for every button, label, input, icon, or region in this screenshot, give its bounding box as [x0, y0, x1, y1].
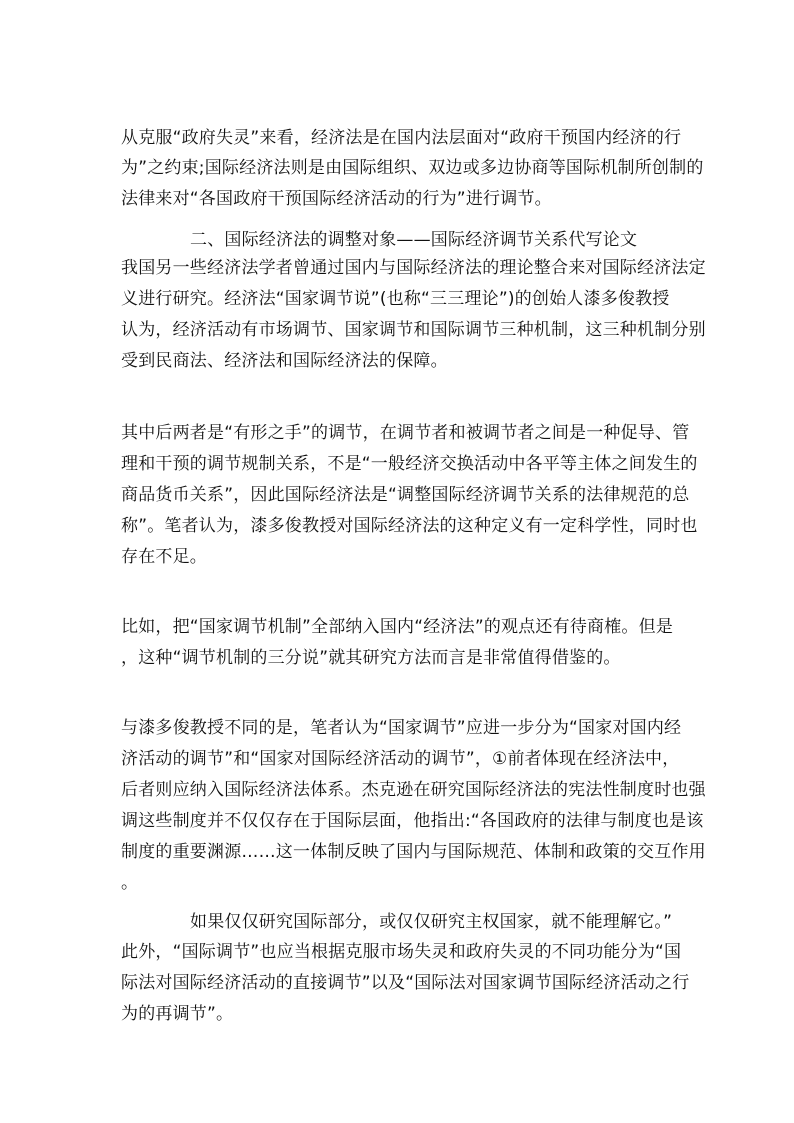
paragraph-line: 商品货币关系”，因此国际经济法是“调整国际经济调节关系的法律规范的总: [121, 485, 690, 505]
paragraph-line: ，这种“调节机制的三分说”就其研究方法而言是非常值得借鉴的。: [121, 648, 621, 668]
paragraph-line: 与漆多俊教授不同的是，笔者认为“国家调节”应进一步分为“国家对国内经: [121, 718, 682, 738]
paragraph-line: 存在不足。: [121, 547, 207, 567]
section-heading: 二、国际经济法的调整对象——国际经济调节关系代写论文: [190, 230, 638, 250]
paragraph-line: 义进行研究。经济法“国家调节说”(也称“三三理论”)的创始人漆多俊教授: [121, 289, 670, 309]
paragraph-line: 其中后两者是“有形之手”的调节，在调节者和被调节者之间是一种促导、管: [121, 423, 690, 443]
paragraph-line: 法律来对“各国政府干预国际经济活动的行为”进行调节。: [121, 189, 552, 209]
paragraph-line: 济活动的调节”和“国家对国际经济活动的调节”，①前者体现在经济法中，: [121, 749, 680, 769]
paragraph-line: 理和干预的调节规制关系，不是“一般经济交换活动中各平等主体之间发生的: [121, 454, 698, 474]
paragraph-line: 。: [121, 873, 139, 893]
paragraph-line: 为的再调节”。: [121, 1004, 234, 1024]
paragraph-line: 后者则应纳入国际经济法体系。杰克逊在研究国际经济法的宪法性制度时也强: [121, 780, 706, 800]
paragraph-line: 际法对国际经济活动的直接调节”以及“国际法对国家调节国际经济活动之行: [121, 973, 690, 993]
paragraph-line: 制度的重要渊源……这一体制反映了国内与国际规范、体制和政策的交互作用: [121, 842, 706, 862]
paragraph-line: 为”之约束;国际经济法则是由国际组织、双边或多边协商等国际机制所创制的: [121, 158, 704, 178]
paragraph-line: 调这些制度并不仅仅存在于国际层面，他指出:“各国政府的法律与制度也是该: [121, 811, 704, 831]
paragraph-line: 如果仅仅研究国际部分，或仅仅研究主权国家，就不能理解它。”: [190, 912, 673, 932]
paragraph-line: 此外，“国际调节”也应当根据克服市场失灵和政府失灵的不同功能分为“国: [121, 942, 682, 962]
paragraph-line: 比如，把“国家调节机制”全部纳入国内“经济法”的观点还有待商榷。但是: [121, 617, 674, 637]
paragraph-line: 认为，经济活动有市场调节、国家调节和国际调节三种机制，这三种机制分别: [121, 320, 706, 340]
paragraph-line: 从克服“政府失灵”来看，经济法是在国内法层面对“政府干预国内经济的行: [121, 128, 682, 148]
paragraph-line: 我国另一些经济法学者曾通过国内与国际经济法的理论整合来对国际经济法定: [121, 258, 706, 278]
paragraph-line: 称”。笔者认为，漆多俊教授对国际经济法的这种定义有一定科学性，同时也: [121, 516, 698, 536]
paragraph-line: 受到民商法、经济法和国际经济法的保障。: [121, 351, 448, 371]
